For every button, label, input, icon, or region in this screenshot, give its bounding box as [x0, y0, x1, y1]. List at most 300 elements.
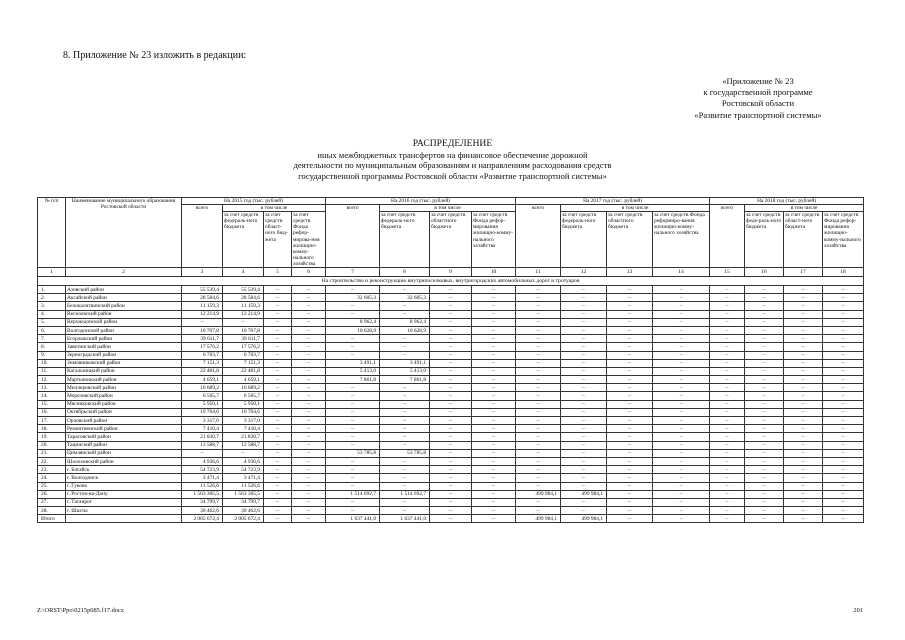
amount-cell: – [784, 466, 823, 474]
amount-cell: 16 689,2 [223, 384, 264, 392]
header-including: в том числе [745, 205, 864, 212]
row-number: 6. [38, 326, 66, 334]
amount-cell: – [710, 294, 745, 302]
header-including: в том числе [380, 205, 516, 212]
amount-cell: – [710, 482, 745, 490]
amount-cell: – [292, 326, 326, 334]
amount-cell: – [823, 326, 864, 334]
amount-cell: – [430, 507, 472, 515]
amount-cell: – [264, 302, 292, 310]
amount-cell: – [326, 384, 380, 392]
amount-cell: – [607, 441, 653, 449]
amount-cell: 55 539,4 [182, 286, 223, 294]
amount-cell: 3 471,4 [223, 474, 264, 482]
amount-cell: – [472, 392, 516, 400]
amount-cell: 5 950,1 [182, 400, 223, 408]
amount-cell: – [653, 507, 710, 515]
amount-cell: – [292, 359, 326, 367]
amount-cell: – [607, 310, 653, 318]
amount-cell: 16 689,2 [182, 384, 223, 392]
amount-cell: – [823, 302, 864, 310]
amount-cell: 13 588,7 [223, 441, 264, 449]
amount-cell: 1 514 692,7 [326, 490, 380, 498]
row-number: 25. [38, 482, 66, 490]
amount-cell: – [745, 408, 784, 416]
header-funding-source: за счет средств федераль-ного бюджета [380, 212, 430, 268]
amount-cell: – [710, 359, 745, 367]
amount-cell: – [516, 310, 561, 318]
table-row [38, 490, 864, 498]
amount-cell: 10 707,8 [182, 326, 223, 334]
amount-cell: – [430, 466, 472, 474]
title-line: иных межбюджетных трансфертов на финансовое обеспечение дорожной [317, 149, 588, 160]
amount-cell: – [516, 335, 561, 343]
amount-cell: – [472, 335, 516, 343]
amount-cell: – [653, 310, 710, 318]
amount-cell: – [561, 335, 607, 343]
amount-cell: 11 159,3 [223, 302, 264, 310]
amount-cell: – [653, 441, 710, 449]
amount-cell: – [745, 466, 784, 474]
row-number: 26. [38, 490, 66, 498]
amount-cell: 30 462,6 [182, 507, 223, 515]
amount-cell: – [784, 351, 823, 359]
amount-cell: 10 704,6 [223, 408, 264, 416]
total-amount: 2 005 672,4 [182, 515, 223, 523]
amount-cell: – [710, 433, 745, 441]
column-number: 7 [326, 268, 380, 277]
header-funding-source: за счет средств федераль-ного бюджета [561, 212, 607, 268]
amount-cell: – [561, 425, 607, 433]
row-number: 1. [38, 286, 66, 294]
amount-cell: – [264, 408, 292, 416]
amount-cell: – [607, 351, 653, 359]
amount-cell: – [264, 392, 292, 400]
amount-cell: – [380, 498, 430, 506]
amount-cell: – [607, 326, 653, 334]
header-funding-source: за счет средств област-ного бюд-жета [264, 212, 292, 268]
municipality-name: Морозовский район [66, 392, 182, 400]
amount-cell: – [607, 482, 653, 490]
amount-cell: – [264, 507, 292, 515]
amount-cell: – [607, 498, 653, 506]
amount-cell: – [823, 507, 864, 515]
amount-cell: – [561, 457, 607, 465]
amount-cell: 21 830,7 [182, 433, 223, 441]
amount-cell: – [264, 318, 292, 326]
header-funding-source: за счет средств областного бюджета [607, 212, 653, 268]
column-number: 3 [182, 268, 223, 277]
amount-cell: – [430, 376, 472, 384]
amount-cell: – [430, 367, 472, 375]
amount-cell: – [264, 466, 292, 474]
municipality-name: г. Ростов-на-Дону [66, 490, 182, 498]
amount-cell: – [292, 286, 326, 294]
amount-cell: – [745, 376, 784, 384]
amount-cell: – [326, 441, 380, 449]
amount-cell: – [607, 425, 653, 433]
row-number: 28. [38, 507, 66, 515]
amount-cell: – [380, 343, 430, 351]
table-row [38, 498, 864, 506]
amount-cell: 8 962,4 [380, 318, 430, 326]
amount-cell: 28 584,6 [182, 294, 223, 302]
amount-cell: – [607, 286, 653, 294]
amount-cell: – [653, 417, 710, 425]
amount-cell: – [607, 490, 653, 498]
header-funding-source: за счет средств Фонда рефор-мирова-ния жилищно-комму-нального хозяйства [292, 212, 326, 268]
column-number: 12 [561, 268, 607, 277]
table-row [38, 384, 864, 392]
amount-cell: – [472, 482, 516, 490]
amount-cell: – [430, 474, 472, 482]
amount-cell: – [653, 408, 710, 416]
amount-cell: – [710, 351, 745, 359]
amount-cell: – [472, 302, 516, 310]
amount-cell: – [710, 425, 745, 433]
amount-cell: – [607, 466, 653, 474]
table-row [38, 482, 864, 490]
total-row [38, 515, 864, 523]
header-row-column-numbers [38, 268, 864, 277]
title-heading: РАСПРЕДЕЛЕНИЕ [412, 138, 493, 149]
amount-cell: – [264, 310, 292, 318]
amount-cell: – [380, 392, 430, 400]
table-row [38, 392, 864, 400]
amount-cell: – [784, 457, 823, 465]
total-amount: – [607, 515, 653, 523]
amount-cell: – [292, 367, 326, 375]
amount-cell: 3 317,0 [182, 417, 223, 425]
municipality-name: Ремонтненский район [66, 425, 182, 433]
amount-cell: – [516, 359, 561, 367]
total-amount: – [784, 515, 823, 523]
amount-cell: – [472, 498, 516, 506]
row-number: 18. [38, 425, 66, 433]
row-number: 21. [38, 449, 66, 457]
amount-cell: – [516, 367, 561, 375]
amount-cell: – [745, 457, 784, 465]
column-number: 15 [710, 268, 745, 277]
amount-cell: – [710, 441, 745, 449]
amount-cell: – [380, 400, 430, 408]
table-row [38, 507, 864, 515]
amount-cell: – [430, 335, 472, 343]
amount-cell: – [784, 498, 823, 506]
table-row [38, 310, 864, 318]
amount-cell: – [516, 425, 561, 433]
amount-cell: – [516, 351, 561, 359]
amount-cell: – [472, 359, 516, 367]
amount-cell: – [823, 498, 864, 506]
amount-cell: – [745, 335, 784, 343]
amount-cell: – [745, 433, 784, 441]
amount-cell: 7 861,8 [326, 376, 380, 384]
amount-cell: – [516, 441, 561, 449]
amount-cell: – [710, 490, 745, 498]
amount-cell: – [430, 351, 472, 359]
amount-cell: – [745, 318, 784, 326]
amount-cell: 32 605,3 [326, 294, 380, 302]
amount-cell: – [784, 359, 823, 367]
amount-cell: – [561, 507, 607, 515]
total-amount: 499 984,1 [561, 515, 607, 523]
amount-cell: – [607, 359, 653, 367]
header-number: № п/п [38, 198, 66, 268]
amount-cell: 6 565,7 [223, 392, 264, 400]
amount-cell: – [264, 343, 292, 351]
amount-cell: 499 984,1 [516, 490, 561, 498]
document-title [150, 139, 755, 181]
table-row [38, 441, 864, 449]
header-year: На 2015 год (тыс. рублей) [182, 198, 326, 205]
distribution-table-wrapper [37, 197, 863, 523]
header-including: в том числе [561, 205, 710, 212]
amount-cell: – [561, 466, 607, 474]
amount-cell: – [823, 408, 864, 416]
row-number: 15. [38, 400, 66, 408]
amount-cell: – [472, 343, 516, 351]
municipality-name: Веселовский район [66, 310, 182, 318]
amount-cell: – [326, 392, 380, 400]
amount-cell: – [561, 449, 607, 457]
column-number: 18 [823, 268, 864, 277]
table-row [38, 359, 864, 367]
amount-cell: – [561, 351, 607, 359]
row-number: 12. [38, 376, 66, 384]
header-total: всего [710, 205, 745, 268]
table-row [38, 294, 864, 302]
page-number: 201 [853, 607, 863, 614]
amount-cell: – [516, 474, 561, 482]
amount-cell: – [472, 507, 516, 515]
amount-cell: 10 704,6 [182, 408, 223, 416]
amount-cell: – [607, 376, 653, 384]
amount-cell: – [745, 425, 784, 433]
amount-cell: – [823, 318, 864, 326]
amount-cell: 22 481,8 [223, 367, 264, 375]
municipality-name: Заветинский район [66, 343, 182, 351]
total-amount: – [264, 515, 292, 523]
municipality-name: Тацинский район [66, 441, 182, 449]
amount-cell: – [472, 310, 516, 318]
amount-cell: – [326, 507, 380, 515]
section-title: На строительство и реконструкцию внутрипоселковых, внутригородских автомобильных дорог и тротуаров [38, 277, 864, 286]
amount-cell: – [784, 286, 823, 294]
amount-cell: – [326, 433, 380, 441]
amount-cell: 5 413,0 [380, 367, 430, 375]
column-number: 4 [223, 268, 264, 277]
amount-cell: 5 413,0 [326, 367, 380, 375]
amount-cell: – [292, 408, 326, 416]
amount-cell: – [264, 359, 292, 367]
row-number: 20. [38, 441, 66, 449]
amount-cell: – [516, 482, 561, 490]
amount-cell: – [710, 367, 745, 375]
amount-cell: – [264, 425, 292, 433]
amount-cell: – [326, 425, 380, 433]
amount-cell: – [745, 359, 784, 367]
amount-cell: – [516, 433, 561, 441]
amount-cell: – [430, 457, 472, 465]
amount-cell: 4 936,6 [182, 457, 223, 465]
amount-cell: – [292, 457, 326, 465]
municipality-name: Мартыновский район [66, 376, 182, 384]
amount-cell: – [326, 408, 380, 416]
amount-cell: – [264, 417, 292, 425]
amount-cell: – [472, 351, 516, 359]
amount-cell: – [745, 482, 784, 490]
amount-cell: – [430, 498, 472, 506]
amount-cell: – [607, 392, 653, 400]
amount-cell: – [472, 376, 516, 384]
amount-cell: – [264, 474, 292, 482]
amount-cell: – [380, 384, 430, 392]
amount-cell: – [516, 392, 561, 400]
annex-line: к государственной программе [703, 87, 813, 98]
amount-cell: – [430, 425, 472, 433]
amount-cell: 7 410,4 [182, 425, 223, 433]
amount-cell: – [380, 417, 430, 425]
table-row [38, 433, 864, 441]
amount-cell: – [561, 286, 607, 294]
total-amount: 1 637 441,0 [326, 515, 380, 523]
amount-cell: – [823, 482, 864, 490]
municipality-name: Тарасовский район [66, 433, 182, 441]
amount-cell: – [516, 507, 561, 515]
amount-cell: – [264, 457, 292, 465]
amount-cell: – [292, 425, 326, 433]
amount-cell: – [264, 376, 292, 384]
amount-cell: – [472, 466, 516, 474]
amount-cell: – [516, 294, 561, 302]
amount-cell: 39 611,7 [182, 335, 223, 343]
amount-cell: – [710, 392, 745, 400]
header-total: всего [182, 205, 223, 268]
amount-cell: – [710, 335, 745, 343]
amount-cell: – [784, 482, 823, 490]
amount-cell: – [516, 318, 561, 326]
amount-cell: – [516, 376, 561, 384]
amount-cell: – [292, 417, 326, 425]
table-row [38, 367, 864, 375]
municipality-name: Волгодонской район [66, 326, 182, 334]
header-funding-source: за счет средств Фонда реформиро-вания жилищно-комму-нального хозяйства [653, 212, 710, 268]
amount-cell: – [292, 351, 326, 359]
amount-cell: – [823, 384, 864, 392]
amount-cell: – [784, 474, 823, 482]
amount-cell: – [292, 294, 326, 302]
row-number: 17. [38, 417, 66, 425]
municipality-name: Октябрьский район [66, 408, 182, 416]
total-amount: – [292, 515, 326, 523]
table-row [38, 457, 864, 465]
header-funding-source: за счет средств Фонда рефор-мирования жилищно-комму-нального хозяйства [472, 212, 516, 268]
header-including: в том числе [223, 205, 326, 212]
amount-cell: – [710, 449, 745, 457]
amount-cell: 34 799,7 [182, 498, 223, 506]
column-number: 2 [66, 268, 182, 277]
amount-cell: – [264, 433, 292, 441]
amount-cell: – [472, 441, 516, 449]
amount-cell: – [710, 507, 745, 515]
amount-cell: 7 151,3 [182, 359, 223, 367]
amount-cell: – [472, 408, 516, 416]
total-amount: – [823, 515, 864, 523]
title-line: государственной программы Ростовской области «Развитие транспортной системы» [298, 170, 607, 181]
amount-cell: – [292, 318, 326, 326]
amount-cell: 6 703,7 [223, 351, 264, 359]
amount-cell: – [380, 286, 430, 294]
amount-cell: – [784, 367, 823, 375]
amount-cell: – [430, 392, 472, 400]
amount-cell: – [380, 457, 430, 465]
amount-cell: 1 563 305,5 [223, 490, 264, 498]
amount-cell: – [710, 400, 745, 408]
annex-header [658, 76, 858, 121]
amount-cell: – [784, 507, 823, 515]
amount-cell: 4 659,1 [182, 376, 223, 384]
amount-cell: – [653, 490, 710, 498]
amount-cell: – [472, 425, 516, 433]
header-funding-source: за счет средств областного бюджета [430, 212, 472, 268]
amount-cell: – [653, 498, 710, 506]
total-amount [66, 515, 182, 523]
amount-cell: – [380, 425, 430, 433]
row-number: 9. [38, 351, 66, 359]
amount-cell: 4 659,1 [223, 376, 264, 384]
amount-cell: – [653, 318, 710, 326]
amount-cell: – [653, 335, 710, 343]
amount-cell: – [561, 384, 607, 392]
amount-cell: 54 723,9 [182, 466, 223, 474]
municipality-name: Зимовниковский район [66, 359, 182, 367]
amount-cell: – [561, 441, 607, 449]
amount-cell: 54 723,9 [223, 466, 264, 474]
row-number: 4. [38, 310, 66, 318]
amount-cell: – [561, 302, 607, 310]
column-number: 11 [516, 268, 561, 277]
amount-cell: – [607, 449, 653, 457]
header-year: На 2017 год (тыс. рублей) [516, 198, 710, 205]
table-row [38, 351, 864, 359]
amount-cell: – [710, 498, 745, 506]
amount-cell: – [710, 417, 745, 425]
amount-cell: – [607, 417, 653, 425]
amount-cell: – [823, 310, 864, 318]
municipality-name: г. Батайск [66, 466, 182, 474]
total-amount: 2 005 672,4 [223, 515, 264, 523]
amount-cell: – [745, 498, 784, 506]
amount-cell: 7 861,8 [380, 376, 430, 384]
header-row-years [38, 198, 864, 205]
amount-cell: – [784, 425, 823, 433]
amount-cell: – [264, 449, 292, 457]
municipality-name: Аксайский район [66, 294, 182, 302]
amount-cell: – [653, 392, 710, 400]
title-line: деятельности по муниципальным образованиям и направлениям расходования средств [293, 160, 612, 171]
municipality-name: Азовский район [66, 286, 182, 294]
header-year: На 2016 год (тыс. рублей) [326, 198, 516, 205]
amount-cell: – [472, 294, 516, 302]
table-row [38, 318, 864, 326]
column-number: 16 [745, 268, 784, 277]
amount-cell: – [784, 335, 823, 343]
amount-cell: – [223, 318, 264, 326]
amount-cell: – [292, 433, 326, 441]
amount-cell: – [784, 408, 823, 416]
amount-cell: – [784, 310, 823, 318]
